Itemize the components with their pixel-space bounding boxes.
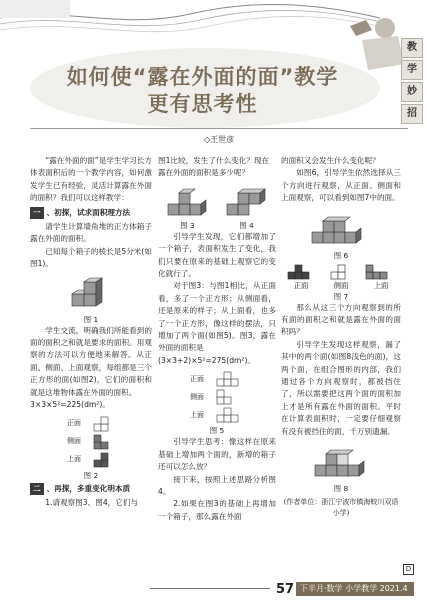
title-line-2: 更有思考性	[147, 92, 258, 116]
tab-char: 妙	[401, 82, 423, 102]
column-1	[30, 155, 152, 509]
tab-char: 招	[401, 104, 423, 124]
page-header	[0, 0, 427, 144]
figure-2-caption: 图 2	[83, 470, 99, 480]
view-label-top: 上面	[373, 280, 389, 290]
top-view-squares	[216, 407, 244, 423]
tab-char: 教	[401, 38, 423, 58]
title-line-1: 如何使“露在外面的面”教学	[66, 65, 339, 89]
column-2	[158, 155, 276, 523]
paragraph: 学生交流，明确我们所能看到的面的面积之和就是要求的面积。用观察的方法可以方便地来解答。从正面、侧面、上面观察，每组都是三个正方形的面(如图2)，它们的面积和就是这堆物体露在外面的面积。	[30, 325, 152, 397]
figure-2-views	[30, 415, 152, 469]
top-view-squares	[93, 452, 115, 468]
side-view-squares	[93, 434, 115, 450]
paragraph: 图1比较，发生了什么变化？现在露在外面的面积是多少呢？	[158, 156, 270, 178]
page-footer	[0, 580, 427, 615]
section-title: 、初探，试求面积理方法	[46, 207, 131, 217]
figure-3-cubes	[164, 184, 212, 220]
paragraph: 引导学生发现，它们都增加了一个箱子，表面积发生了变化，我们只要在原来的基础上观察它的变化就行了。	[158, 231, 276, 279]
section-heading-1	[30, 207, 152, 219]
author-name: ◇王世彦	[200, 134, 238, 145]
figure-7-views	[281, 264, 401, 280]
view-label-top: 上面	[67, 455, 81, 464]
column-3	[281, 155, 401, 519]
figure-6-caption: 图 6	[333, 250, 349, 260]
paragraph: 的面积又会发生什么变化呢？	[281, 156, 380, 165]
paragraph: 已知每个箱子的棱长是5分米(如图1)。	[30, 246, 152, 269]
paragraph: 2.如果在图3的基础上再增加一个箱子，那么露在外面	[158, 499, 276, 521]
formula: 3×3×5²=225(dm²)。	[30, 400, 110, 410]
front-view-squares	[287, 264, 317, 280]
paragraph: 1.请观察图3、图4，它们与	[45, 497, 139, 507]
front-view-squares	[216, 371, 244, 387]
figure-3-caption: 图 3	[180, 220, 195, 230]
section-number: 二	[30, 483, 44, 495]
section-title: 、再探，多重变化明本质	[46, 483, 131, 493]
side-view-squares	[330, 264, 352, 280]
tab-char: 学	[401, 60, 423, 80]
formula: (3×3+2)×5²=275(dm²)。	[158, 355, 256, 365]
top-view-squares	[365, 264, 395, 280]
front-view-squares	[93, 416, 115, 432]
publication-info: 下半月·数学 小学教学 2021.4	[296, 582, 414, 596]
page-number: 57	[276, 582, 295, 597]
side-view-squares	[216, 389, 244, 405]
column-tab	[401, 38, 423, 126]
paragraph: “露在外面的面”是学生学习长方体表面积后的一个教学内容，如何激发学生已有经验，灵活计算露在外面的面积？我们可以这样教学：	[30, 156, 152, 203]
figure-4-cubes	[223, 184, 271, 220]
author-affiliation: (作者单位：浙江宁波市镇海蛟川双语小学)	[283, 498, 399, 518]
paragraph: 那么从这三个方向观察到的所有面的面积之和就是露在外面的面积吗？	[281, 302, 401, 337]
end-mark: D	[403, 564, 414, 575]
view-label-side: 侧面	[67, 437, 81, 446]
paragraph: 接下来，按照上述思路分析图4。	[158, 474, 276, 496]
figure-5-views	[158, 370, 276, 424]
figure-6-cubes	[308, 208, 374, 248]
view-label-top: 上面	[190, 411, 204, 420]
figure-1-caption: 图 1	[83, 314, 99, 324]
footer-divider	[150, 588, 270, 589]
section-heading-2	[30, 483, 152, 495]
figure-8-cubes	[311, 441, 371, 481]
view-label-side: 侧面	[333, 280, 349, 290]
paragraph: 引导学生发现这样观察，漏了其中的两个面(如图8浅色的面)，这两个面，在组合图形的内部，我们通过各个方向观察时，都被挡住了，所以需要把这两个面的面积加上才是所有露在外面的面积。平时在计算表面积时，一定要仔细观察有没有被挡住的面，千万别遗漏。	[281, 339, 401, 436]
figure-4-caption: 图 4	[239, 220, 254, 230]
paragraph: 如图6，引导学生依然选择从三个方向进行观察，从正面、侧面和上面观察，可以看到如图7中的面。	[281, 168, 401, 203]
paragraph: 引导学生思考：像这样在原来基础上增加两个面的，新增的箱子还可以怎么放？	[158, 437, 276, 472]
figure-1-cubes	[68, 274, 114, 312]
main-title	[30, 64, 375, 118]
paragraph: 请学生计算墙角堆的正方体箱子露在外面的面积。	[30, 222, 152, 244]
figures-3-4	[158, 184, 276, 220]
view-label-front: 正面	[190, 375, 204, 384]
view-label-side: 侧面	[190, 393, 204, 402]
view-label-front: 正面	[67, 419, 81, 428]
figure-7-caption: 图 7	[333, 291, 349, 301]
paragraph: 对于图3：与图1相比，从正面看，多了一个正方形；从侧面看，还是原来的样子；从上面看，也多了一个正方形，像这样的摆法，只增加了两个面(如图5)。图3，露在外面的面积是	[158, 281, 276, 353]
view-label-front: 正面	[293, 280, 309, 290]
figure-5-caption: 图 5	[209, 426, 225, 436]
section-number: 一	[30, 207, 44, 219]
figure-8-caption: 图 8	[333, 484, 349, 494]
